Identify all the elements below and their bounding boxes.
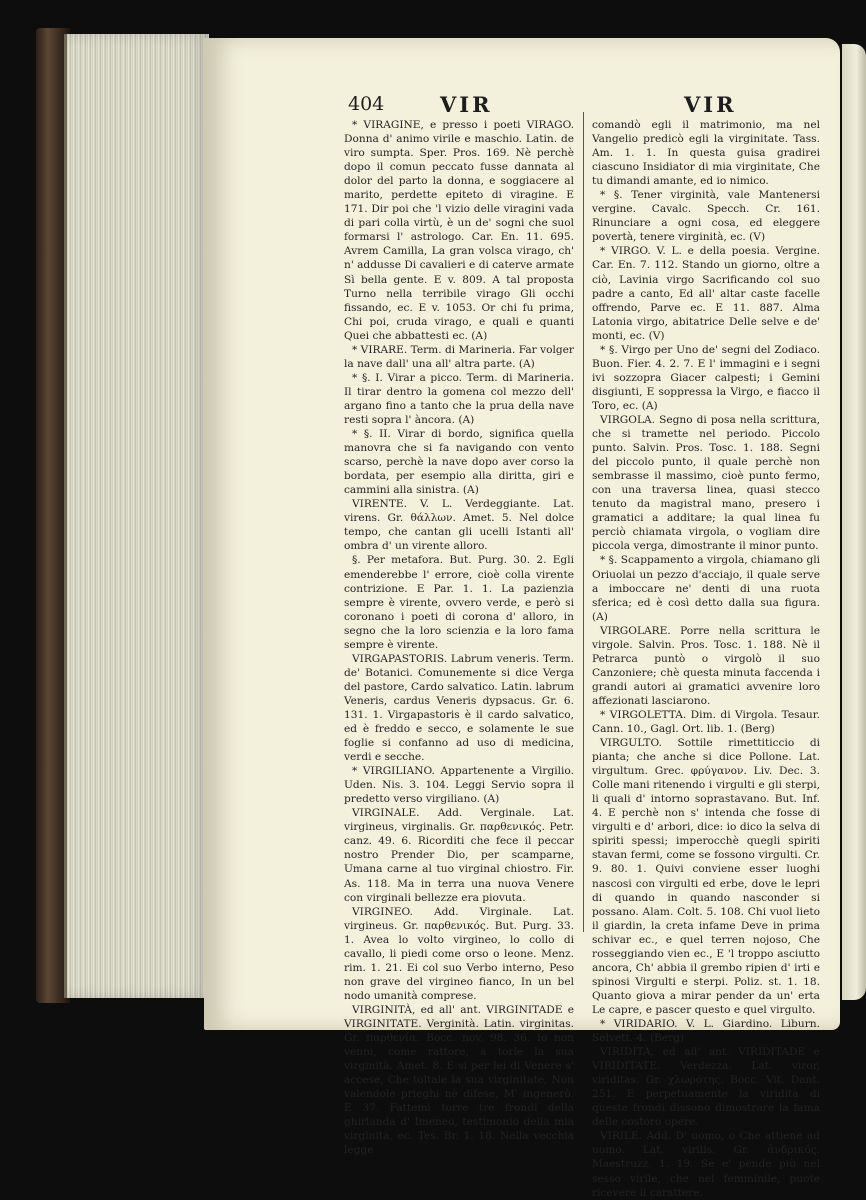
entry-virginale: VIRGINALE. Add. Verginale. Lat. virgineus, virginalis. Gr. παρθενικός. Petr. canz. 49. 6. Ricorditi che fece il peccar nostro Prender Dio, per scamparne, Umana carne al tuo virginal chiostro. Fir. As. 118. Ma in terra una nuova Venere con virginali bellezze era piovuta. [344,807,574,904]
running-head-right: VIR [684,92,737,117]
entry-virginita: VIRGINITÀ, ed all' ant. VIRGINITADE e VIRGINITATE. Verginità. Latin. virginitas. Gr. παρθενία. Bocc. nov. 98. 36. Io non venni, come rattore, a torle la sua virginità. Amet. 8. E si per lei di Venere s' accese, Che toltale la sua virginitate, Non valendole prieghi nè difese, M' ingenerò. E 37. Fattemi torre tre frondi della ghirlanda d' Imeneo, testimonio della mia virginità, ec. Tes. Br. 1. 18. Nella vecchia legge [344,1003,574,1157]
entry-viridario: * VIRIDARIO. V. L. Giardino. Liburn. Selvett. 4. (Berg) [592,1018,820,1045]
entry-virgiliano: * VIRGILIANO. Appartenente a Virgilio. Uden. Nis. 3. 104. Leggi Servio sopra il predetto verso virgiliano. (A) [344,765,574,806]
entry-virente-metafora: §. Per metafora. But. Purg. 30. 2. Egli emenderebbe l' errore, cioè colla virente contrizione. E Par. 1. 1. La pazienzia sempre è virente, ovvero verde, e però si coronano i poeti di corona d' alloro, in segno che la loro scienzia e la loro fama sempre è virente. [344,554,574,651]
entry-viragine: * VIRAGINE, e presso i poeti VIRAGO. Donna d' animo virile e maschio. Latin. de viro sumpta. Sper. Pros. 169. Nè perchè dopo il comun peccato fusse dannata al dolor del parto la donna, e soggiacere al marito, perdette epiteto di viragine. E 171. Dir poi che 'l vizio delle viragini vada di pari colla virtù, è un de' sogni che suol formarsi l' astrologo. Car. En. 11. 695. Avrem Camilla, La gran volsca virago, ch' n' addusse Di cavalieri e di caterve armate Sì bella gente. E v. 809. A tal proposta Turno nella terribile virago Gli occhi fissando, ec. E v. 1053. Or chi fu prima, Chi poi, cruda virago, e quali e quanti Quei che abbattesti ec. (A) [344,119,574,342]
right-column [592,118,820,1200]
entry-virginita-cont: comandò egli il matrimonio, ma nel Vangelio predicò egli la virginitate. Tass. Am. 1. 1. In questa guisa gradirei ciascuno Insidiator di mia virginitate, Che tu dimandi amante, ed io nimico. [592,119,820,188]
entry-virgulto: VIRGULTO. Sottile rimettiticcio di pianta; che anche si dice Pollone. Lat. virgultum. Grec. φρύγανον. Liv. Dec. 3. Colle mani ritenendo i virgulti e gli sterpi, li quali d' intorno soprastavano. But. Inf. 4. E perchè non s' intenda che fosse di virgulti e d' arbori, dice: io dico la selva di spiriti spessi; imperocchè quegli spiriti stavan fermi, come se fossono virgulti. Cr. 9. 80. 1. Quivi conviene esser luoghi nascosi con virgulti ed erbe, dove le lepri di quando in quando nasconder si possano. Alam. Colt. 5. 108. Chi vuol lieto il giardin, la creta infame Deve in prima schivar ec., e quel terren nojoso, Che rosseggiando vien ec., E 'l troppo asciutto ancora, Ch' abbia il grembo ripien d' irti e spinosi Virgulti e sterpi. Poliz. st. 1. 18. Quanto giova a mirar pender da un' erta Le capre, e pascer questo e quel virgulto. [592,737,820,1016]
entry-virile: VIRILE. Add. D' uomo, o Che attiene ad uomo. Lat. virilis. Gr. ἀνδρικός. Maestruzz. 1. 19. Se e' pende più nel sesso virile, che nel femminile, puote ricevere il carattere. [592,1130,820,1199]
page-number: 404 [348,93,385,115]
entry-virgapastoris: VIRGAPASTORIS. Labrum veneris. Term. de' Botanici. Comunemente si dice Verga del pastore, Cardo salvatico. Latin. labrum Veneris, cardus Veneris dypsacus. Gr. 6. 131. 1. Virgapastoris è il cardo salvatico, ed è freddo e secco, e solamente le sue foglie si confanno ad uso di medicina, verdi e secche. [344,652,574,764]
entry-viridita: VIRIDITÀ, ed all' ant. VIRIDITADE e VIRIDITATE. Verdezza. Lat. viror, viriditas. Gr. χλωρότης. Bocc. Vit. Dant. 251. E perpetuamente la viridità di queste frondi dissono dimostrare la fama delle costoro opere. [592,1046,820,1129]
entry-tener-virginita: * §. Tener virginità, vale Mantenersi vergine. Cavalc. Specch. Cr. 161. Rinunciare a ogni cosa, ed eleggere povertà, tenere virginità, ec. (V) [592,189,820,244]
entry-scappamento-a-virgola: * §. Scappamento a virgola, chiamano gli Oriuolai un pezzo d'acciajo, il quale serve a imboccare ne' denti di una ruota sferica; ed è così detto dalla sua figura. (A) [592,554,820,623]
column-divider [583,112,584,932]
entry-virente: VIRENTE. V. L. Verdeggiante. Lat. virens. Gr. θάλλων. Amet. 5. Nel dolce tempo, che cantan gli ucelli Istanti all' ombra d' un virente alloro. [344,498,574,553]
entry-virgola: VIRGOLA. Segno di posa nella scrittura, che si tramette nel periodo. Piccolo punto. Salvin. Pros. Tosc. 1. 188. Segni del piccolo punto, il quale perchè non sembrasse il massimo, cioè punto fermo, con una traversa linea, quasi stecco tenuto da magistral mano, presero i gramatici a additare; la qual linea fu perciò chiamata virgola, o vogliam dire piccola verga, dimostrante il minor punto. [592,413,820,553]
facing-page-edge [842,44,866,1000]
left-column [344,118,574,1157]
entry-virgineo: VIRGINEO. Add. Virginale. Lat. virgineus. Gr. παρθενικός. But. Purg. 33. 1. Avea lo volto virgineo, lo collo di cavallo, li piedi come orso o leone. Menz. rim. 1. 21. Ei col suo Verbo interno, Peso non grave del virgineo fianco, In un bel nodo umanità comprese. [344,905,574,1002]
running-head-left: VIR [440,92,493,117]
entry-virar-a-picco: * §. I. Virar a picco. Term. di Marineria. Il tirar dentro la gomena col mezzo dell' argano fino a tanto che la prua della nave resti sopra l' àncora. (A) [344,371,574,426]
page-edges [64,34,209,998]
entry-virgo: * VIRGO. V. L. e della poesia. Vergine. Car. En. 7. 112. Stando un giorno, oltre a ciò, Lavinia virgo Sacrificando col suo padre a canto, Ed all' altar caste facelle offrendo, Parve ec. E 11. 887. Alma Latonia virgo, abitatrice Delle selve e de' monti, ec. (V) [592,245,820,342]
entry-virar-di-bordo: * §. II. Virar di bordo, significa quella manovra che si fa navigando con vento scarso, perchè la nave dopo aver corso la bordata, per esempio alla diritta, giri e cammini alla sinistra. (A) [344,428,574,497]
entry-virgoletta: * VIRGOLETTA. Dim. di Virgola. Tesaur. Cann. 10., Gagl. Ort. lib. 1. (Berg) [592,708,820,736]
entry-virare: * VIRARE. Term. di Marineria. Far volger la nave dall' una all' altra parte. (A) [344,343,574,370]
entry-virgo-zodiaco: * §. Virgo per Uno de' segni del Zodiaco. Buon. Fier. 4. 2. 7. E l' immagini e i segni ivi sozzopra Giacer calpesti; i Gemini disgiunti, E soppressa la Virgo, e fiacco il Toro, ec. (A) [592,343,820,412]
entry-virgolare: VIRGOLARE. Porre nella scrittura le virgole. Salvin. Pros. Tosc. 1. 188. Nè il Petrarca puntò o virgolò il suo Canzoniere; chè questa minuta faccenda i grandi autori ai gramatici avvenire loro affezionati lasciarono. [592,624,820,707]
